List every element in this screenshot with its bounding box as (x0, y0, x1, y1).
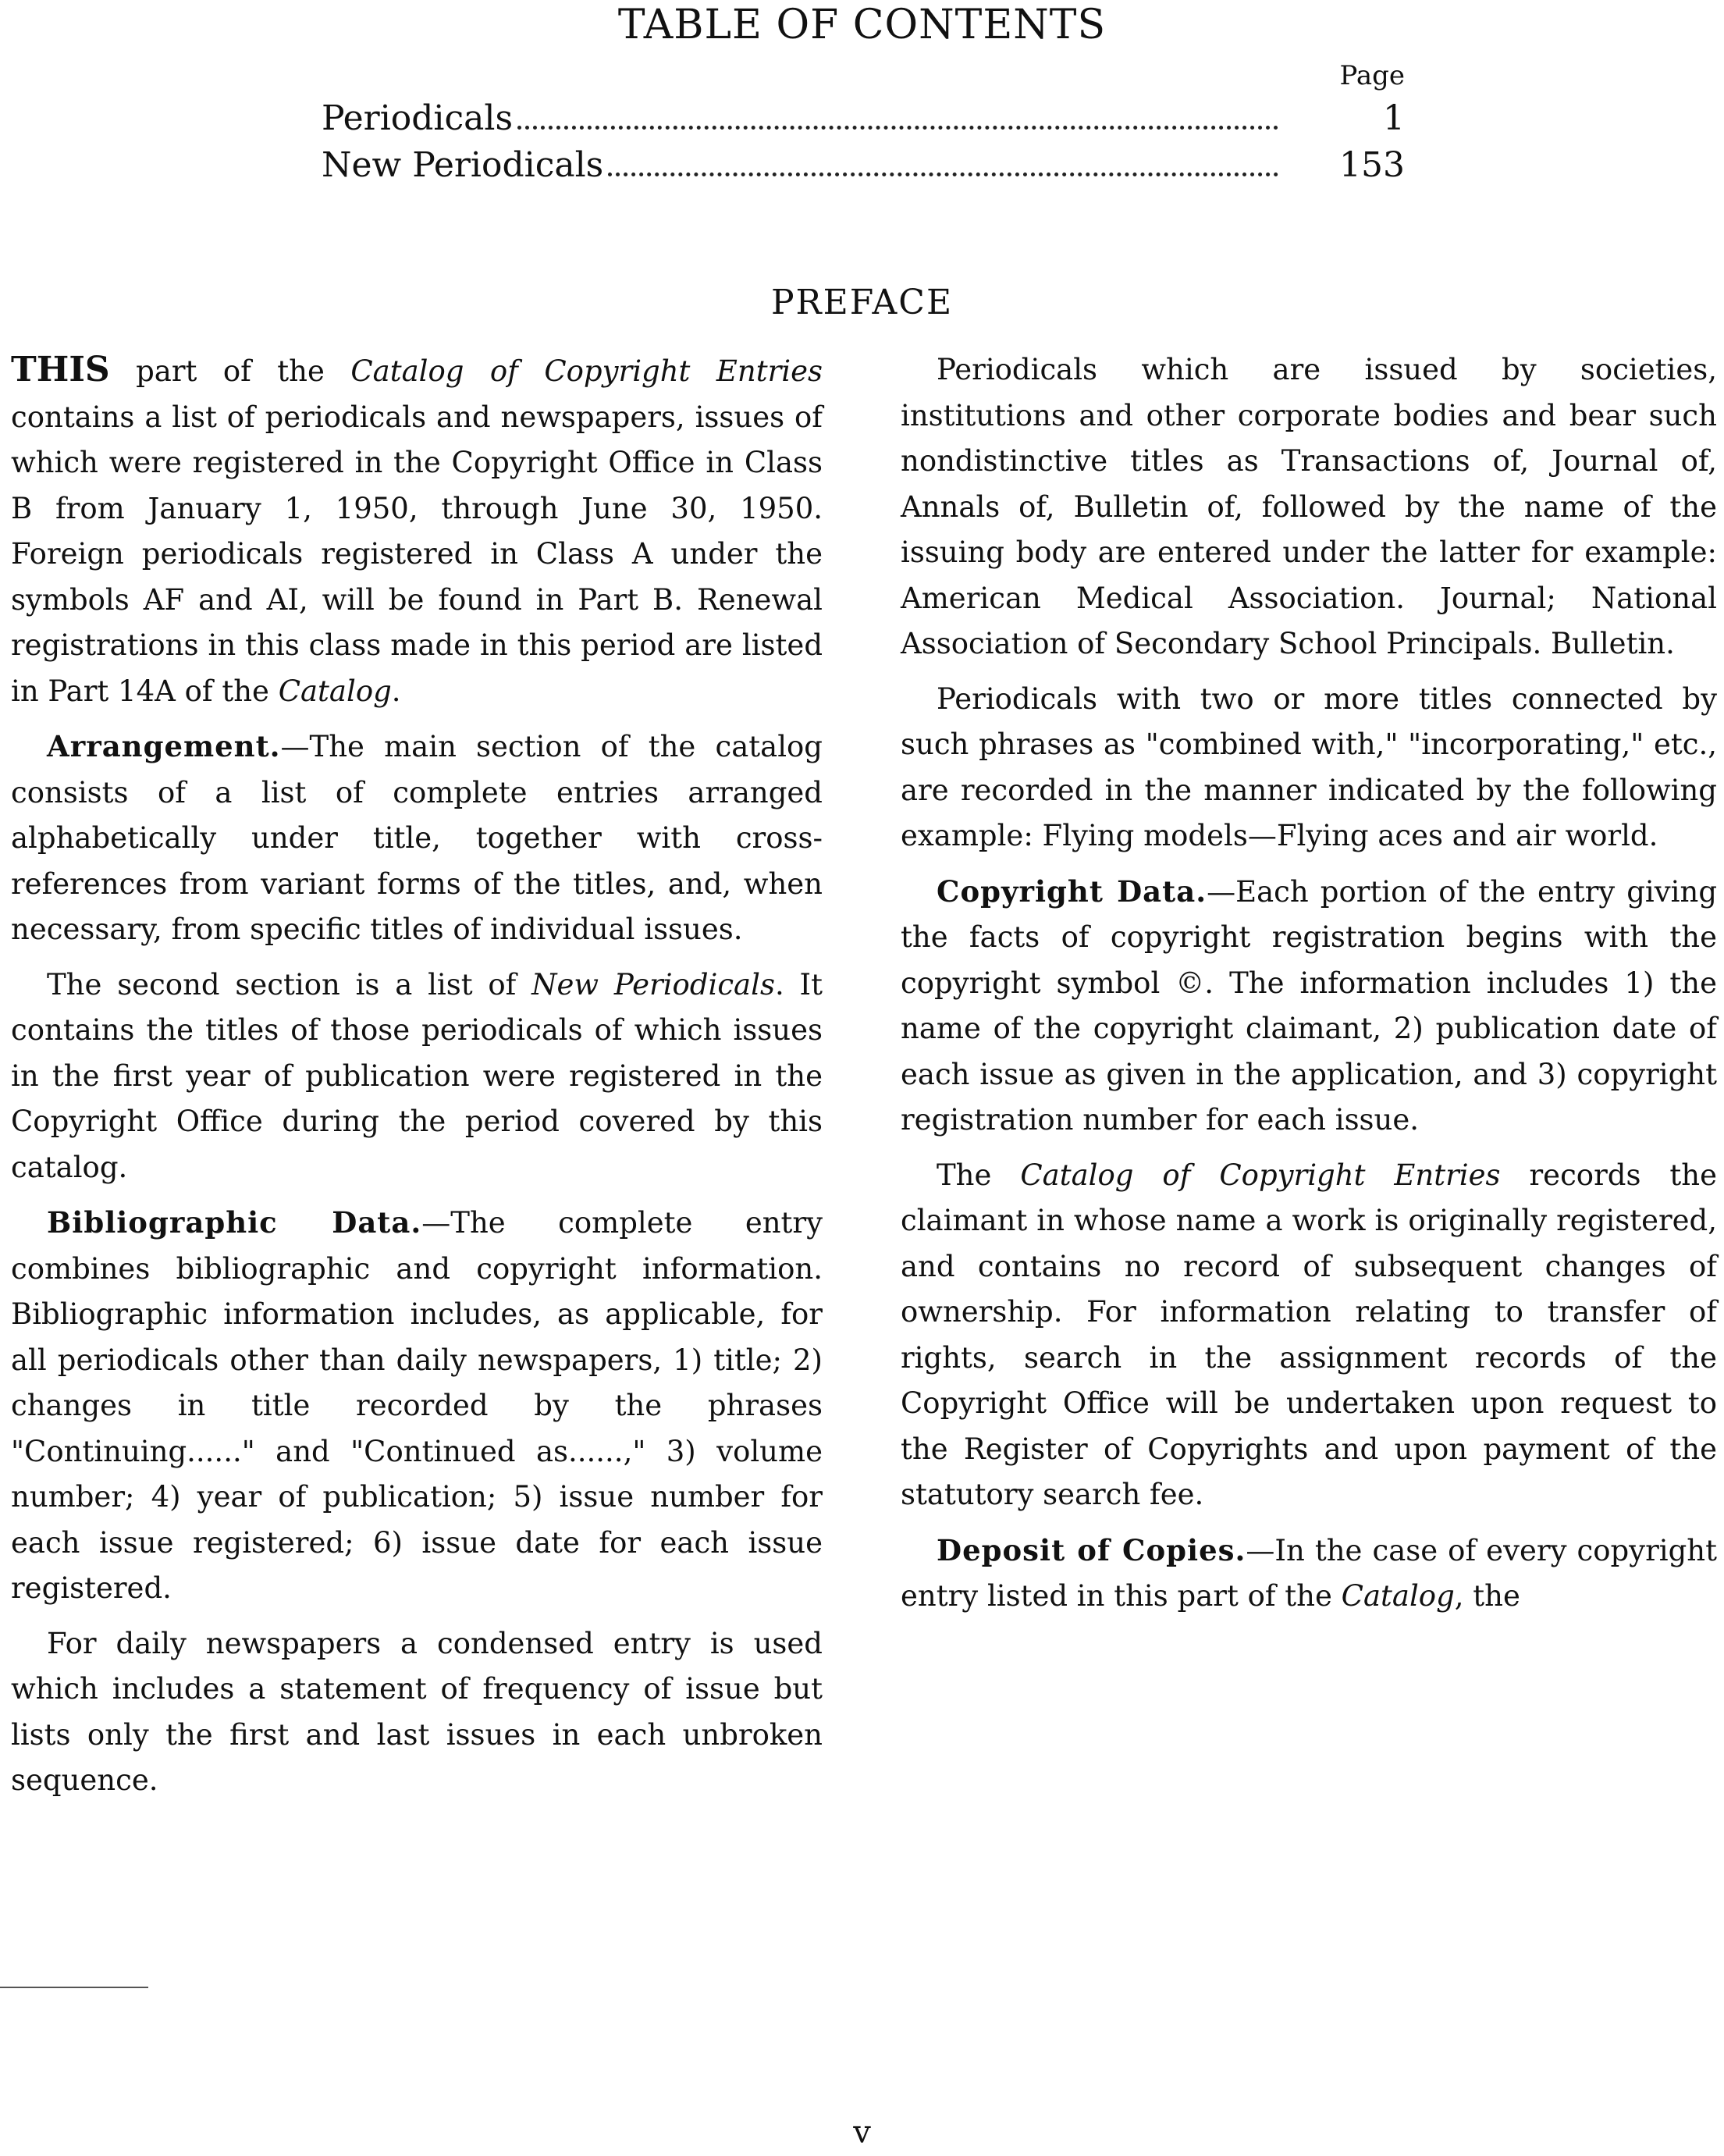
section-heading: Deposit of Copies. (937, 1532, 1246, 1567)
italic-title: Catalog of Copyright Entries (350, 354, 823, 388)
toc-entry-label: Periodicals (322, 98, 514, 138)
paragraph-deposit-of-copies (901, 1528, 1717, 1620)
text-run: . It contains the titles of those periodicals of which issues in the first year of publication were registered in the Copyright Office during the period covered by this catalog. (11, 967, 823, 1184)
footnote-rule (0, 1987, 148, 1988)
toc-page-header: Page (1339, 60, 1405, 91)
toc-entry-label: New Periodicals (322, 145, 604, 185)
italic-title: Catalog (278, 674, 392, 708)
table-of-contents (322, 56, 1414, 189)
section-heading: Bibliographic Data. (47, 1205, 422, 1240)
italic-title: New Periodicals (531, 967, 775, 1002)
text-run: —In the case of every copyright entry listed in this part of the (901, 1533, 1717, 1613)
text-run: The second section is a list of (47, 967, 532, 1002)
preface-right-column (901, 347, 1717, 1629)
paragraph-arrangement (11, 724, 823, 953)
toc-title: TABLE OF CONTENTS (617, 2, 1107, 48)
toc-entry-new-periodicals (322, 142, 1414, 189)
toc-entry-page: 1 (1383, 98, 1405, 138)
paragraph-second-section (11, 962, 823, 1191)
paragraph-claimant (901, 1153, 1717, 1518)
text-run: part of the (109, 354, 351, 388)
text-run: The (937, 1158, 1021, 1192)
text-run: . (391, 674, 401, 708)
italic-title: Catalog (1341, 1579, 1455, 1613)
italic-title: Catalog of Copyright Entries (1020, 1158, 1501, 1192)
text-run: , the (1454, 1579, 1520, 1613)
page-number: v (853, 2115, 871, 2151)
section-heading: Copyright Data. (937, 873, 1207, 909)
paragraph-corporate-bodies: Periodicals which are issued by societies, institutions and other corporate bodies and bear such nondistinctive titles as Transactions of, Journal of, Annals of, Bulletin of, followed by the name of the issuing body are entered under the latter for example: American Medical Association. Journal; National Association of Secondary School Principals. Bulletin. (901, 353, 1717, 660)
lead-word: THIS (11, 350, 110, 390)
toc-leader-dots (517, 126, 1278, 130)
text-run: records the claimant in whose name a work is originally registered, and contains no record of subsequent changes of ownership. For information relating to transfer of rights, search in the assignment records of the Copyright Office will be undertaken upon request to the Register of Copyrights and upon payment of the statutory search fee. (901, 1158, 1717, 1511)
paragraph-bibliographic-data (11, 1200, 823, 1612)
text-run: —Each portion of the entry giving the facts of copyright registration begins with the copyright symbol ©. The information includes 1) the name of the copyright claimant, 2) publication date of each issue as given in the application, and 3) copyright registration number for each issue. (901, 874, 1718, 1137)
paragraph-combined-titles: Periodicals with two or more titles connected by such phrases as "combined with," "incorporating," etc., are recorded in the manner indicated by the following example: Flying models—Flying aces and air world. (901, 681, 1717, 852)
text-run: —The complete entry combines bibliographic and copyright information. Bibliographic information includes, as applicable, for all periodicals other than daily newspapers, 1) title; 2) changes in title recorded by the phrases "Continuing......" and "Continued as......," 3) volume number; 4) year of publication; 5) issue number for each issue registered; 6) issue date for each issue registered. (11, 1206, 823, 1605)
toc-leader-dots (608, 173, 1278, 176)
preface-left-column (11, 347, 823, 1813)
paragraph-daily-newspapers: For daily newspapers a condensed entry is used which includes a statement of frequency of issue but lists only the first and last issues in each unbroken sequence. (11, 1626, 823, 1797)
toc-entry-periodicals (322, 95, 1414, 142)
paragraph-copyright-data (901, 869, 1717, 1144)
text-run: contains a list of periodicals and newspapers, issues of which were registered in the Copyright Office in Class B from January 1, 1950, through June 30, 1950. Foreign periodicals registered in Class A under the symbols AF and AI, will be found in Part B. Renewal registrations in this class made in this period are listed in Part 14A of the (11, 400, 823, 708)
preface-title: PREFACE (770, 283, 954, 322)
section-heading: Arrangement. (47, 729, 281, 763)
toc-entry-page: 153 (1339, 145, 1405, 185)
text-run: —The main section of the catalog consists of a list of complete entries arranged alphabetically under title, together with cross-references from variant forms of the titles, and, when necessary, from specific titles of individual issues. (11, 730, 823, 946)
paragraph-intro (11, 347, 823, 714)
